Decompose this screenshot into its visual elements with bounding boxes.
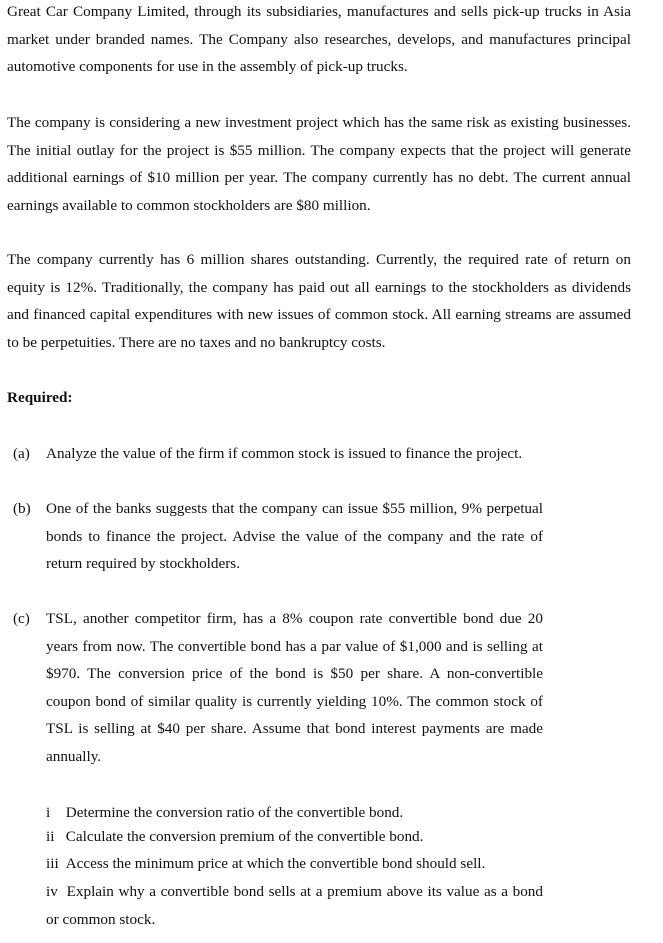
sub-question-text: Access the minimum price at which the convertible bond should sell. bbox=[65, 855, 486, 872]
question-c-label: (c) bbox=[13, 610, 30, 627]
required-heading: Required: bbox=[7, 389, 73, 406]
sub-question-text: Determine the conversion ratio of the convertible bond. bbox=[65, 804, 404, 821]
sub-question-text: Explain why a convertible bond sells at a premium above its value as a bond or common stock. bbox=[46, 883, 543, 928]
sub-question-ii bbox=[46, 823, 543, 851]
question-b-text: One of the banks suggests that the company can issue $55 million, 9% perpetual bonds to finance the project. Advise the value of the company and the rate of return required by stockholders. bbox=[46, 500, 543, 573]
sub-question-iii bbox=[46, 850, 543, 878]
shares-paragraph: The company currently has 6 million shares outstanding. Currently, the required rate of return on equity is 12%. Traditionally, the company has paid out all earnings to the stockholders as dividends and financed capital expenditures with new issues of common stock. All earning streams are assumed to be perpetuities. There are no taxes and no bankruptcy costs. bbox=[7, 251, 631, 351]
sub-question-number: i bbox=[46, 804, 51, 821]
sub-question-number: iv bbox=[46, 883, 58, 900]
question-b-label: (b) bbox=[13, 500, 31, 517]
sub-question-number: iii bbox=[46, 855, 59, 872]
sub-question-number: ii bbox=[46, 828, 55, 845]
sub-question-text: Calculate the conversion premium of the convertible bond. bbox=[65, 828, 424, 845]
question-c-text: TSL, another competitor firm, has a 8% coupon rate convertible bond due 20 years from now. The convertible bond has a par value of $1,000 and is selling at $970. The conversion price of the bond is $50 per share. A non-convertible coupon bond of similar quality is currently yielding 10%. The common stock of TSL is selling at $40 per share. Assume that bond interest payments are made annually. bbox=[46, 610, 543, 765]
sub-question-iv bbox=[46, 878, 543, 933]
intro-paragraph: Great Car Company Limited, through its subsidiaries, manufactures and sells pick-up trucks in Asia market under branded names. The Company also researches, develops, and manufactures principal automotive components for use in the assembly of pick-up trucks. bbox=[7, 3, 631, 76]
question-a-label: (a) bbox=[13, 445, 30, 462]
project-paragraph: The company is considering a new investment project which has the same risk as existing businesses. The initial outlay for the project is $55 million. The company expects that the project will generate additional earnings of $10 million per year. The company currently has no debt. The current annual earnings available to common stockholders are $80 million. bbox=[7, 114, 631, 214]
question-a-text: Analyze the value of the firm if common stock is issued to finance the project. bbox=[46, 445, 523, 462]
